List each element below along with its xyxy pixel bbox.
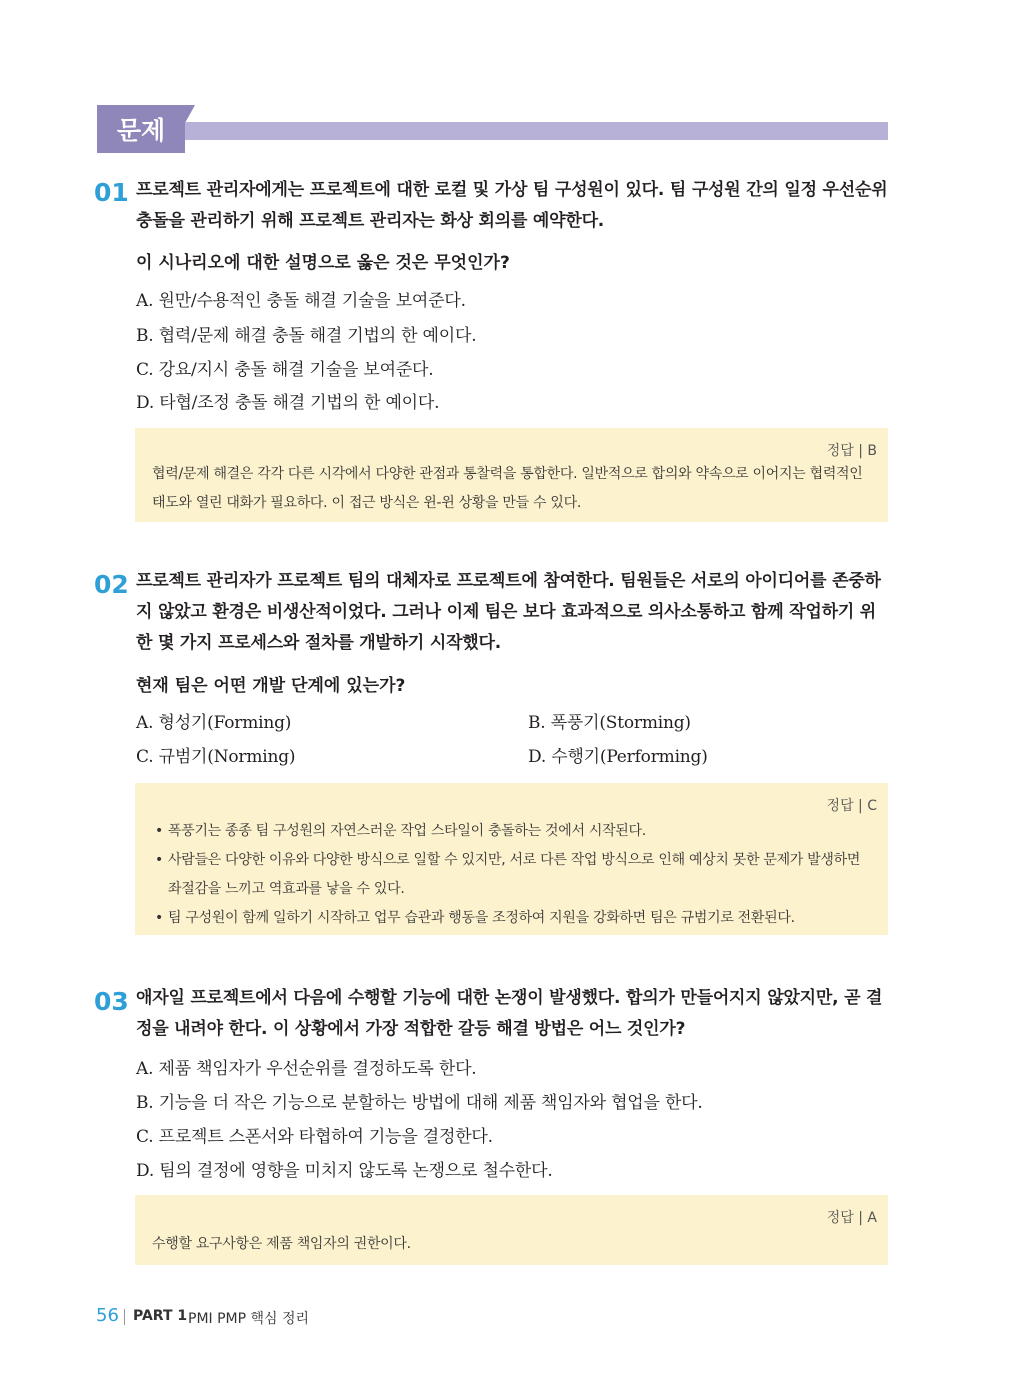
question-stem-01: 프로젝트 관리자에게는 프로젝트에 대한 로컬 및 가상 팀 구성원이 있다. 팀 구성원 간의 일정 우선순위 충돌을 관리하기 위해 프로젝트 관리자는 화상 회의를 예약한다.	[136, 180, 888, 231]
footer-title: PMI PMP 핵심 정리	[188, 1311, 310, 1327]
option-02-c: C. 규범기(Norming)	[136, 747, 296, 767]
section-title-corner	[185, 105, 195, 123]
option-02-a: A. 형성기(Forming)	[136, 713, 292, 733]
option-03-c: C. 프로젝트 스폰서와 타협하여 기능을 결정한다.	[136, 1127, 493, 1147]
section-title: 문제	[97, 105, 185, 153]
question-prompt-02: 현재 팀은 어떤 개발 단계에 있는가?	[136, 676, 406, 696]
option-01-d: D. 타협/조정 충돌 해결 기법의 한 예이다.	[136, 393, 440, 413]
footer-part-label: PART 1	[133, 1308, 188, 1324]
answer-bullet-02-2: • 사람들은 다양한 이유와 다양한 방식으로 일할 수 있지만, 서로 다른 작업 방식으로 인해 예상치 못한 문제가 발생하면 좌절감을 느끼고 역효과를 낳을 수 있다.	[155, 846, 875, 904]
option-01-a: A. 원만/수용적인 충돌 해결 기술을 보여준다.	[136, 291, 466, 311]
option-03-d: D. 팀의 결정에 영향을 미치지 않도록 논쟁으로 철수한다.	[136, 1161, 553, 1181]
option-01-b: B. 협력/문제 해결 충돌 해결 기법의 한 예이다.	[136, 326, 477, 346]
page-number: 56	[96, 1305, 119, 1326]
question-stem-03: 애자일 프로젝트에서 다음에 수행할 기능에 대한 논쟁이 발생했다. 합의가 만들어지지 않았지만, 곧 결정을 내려야 한다. 이 상황에서 가장 적합한 갈등 해결 방법은 어느 것인가?	[136, 988, 883, 1039]
question-number-01: 01	[94, 178, 129, 207]
option-02-b: B. 폭풍기(Storming)	[528, 713, 691, 733]
option-03-a: A. 제품 책임자가 우선순위를 결정하도록 한다.	[136, 1059, 477, 1079]
answer-bullet-02-3: • 팀 구성원이 함께 일하기 시작하고 업무 습관과 행동을 조정하여 지원을 강화하면 팀은 규범기로 전환된다.	[155, 904, 875, 933]
answer-box-01	[135, 428, 888, 522]
option-01-c: C. 강요/지시 충돌 해결 기술을 보여준다.	[136, 360, 434, 380]
question-prompt-01: 이 시나리오에 대한 설명으로 옳은 것은 무엇인가?	[136, 253, 510, 273]
answer-label-02: 정답 | C	[826, 798, 877, 814]
section-header-bar	[185, 122, 888, 140]
footer-divider	[124, 1309, 125, 1325]
answer-box-03	[135, 1195, 888, 1265]
question-stem-02: 프로젝트 관리자가 프로젝트 팀의 대체자로 프로젝트에 참여한다. 팀원들은 서로의 아이디어를 존중하지 않았고 환경은 비생산적이었다. 그러나 이제 팀은 보다 효과적으로 의사소통하고 함께 작업하기 위한 몇 가지 프로세스와 절차를 개발하기 시작했다.	[136, 571, 881, 653]
answer-bullet-list-02	[155, 817, 875, 933]
answer-explanation-03: 수행할 요구사항은 제품 책임자의 권한이다.	[152, 1236, 411, 1252]
answer-box-02	[135, 783, 888, 935]
question-number-03: 03	[94, 987, 129, 1016]
answer-label-03: 정답 | A	[826, 1210, 877, 1226]
option-02-d: D. 수행기(Performing)	[528, 747, 708, 767]
option-03-b: B. 기능을 더 작은 기능으로 분할하는 방법에 대해 제품 책임자와 협업을 한다.	[136, 1093, 703, 1113]
question-number-02: 02	[94, 570, 129, 599]
answer-explanation-01: 협력/문제 해결은 각각 다른 시각에서 다양한 관점과 통찰력을 통합한다. 일반적으로 합의와 약속으로 이어지는 협력적인 태도와 열린 대화가 필요하다. 이 접근 방식은 윈-윈 상황을 만들 수 있다.	[152, 466, 863, 511]
answer-bullet-02-1: • 폭풍기는 종종 팀 구성원의 자연스러운 작업 스타일이 충돌하는 것에서 시작된다.	[155, 817, 875, 846]
answer-label-01: 정답 | B	[826, 443, 877, 459]
